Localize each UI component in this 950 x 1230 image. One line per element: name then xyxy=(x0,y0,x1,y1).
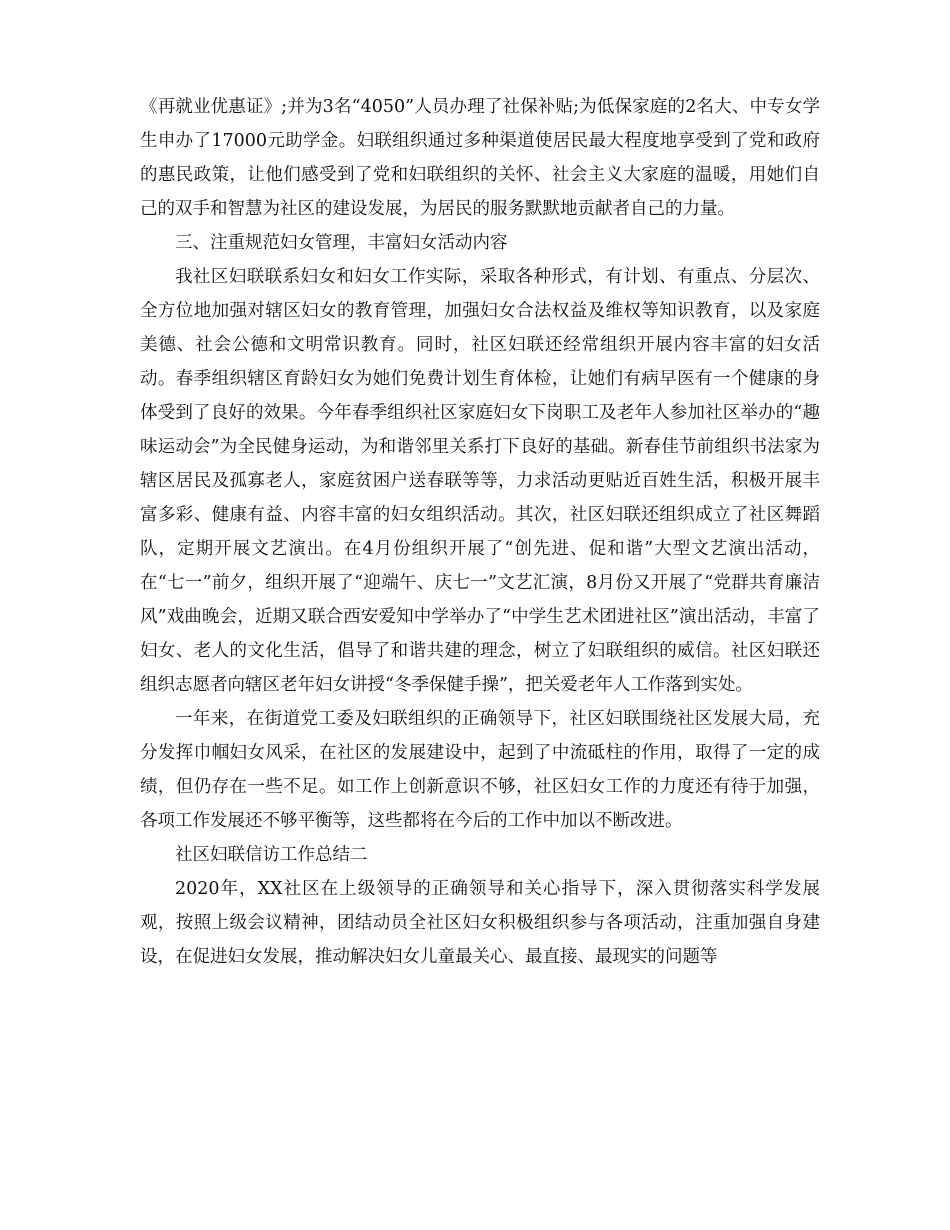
document-page xyxy=(140,90,820,974)
paragraph-continuation: 《再就业优惠证》;并为3名“4050”人员办理了社保补贴;为低保家庭的2名大、中专女学生申办了17000元助学金。妇联组织通过多种渠道使居民最大程度地享受到了党和政府的惠民政策，让他们感受到了党和妇联组织的关怀、社会主义大家庭的温暖，用她们自己的双手和智慧为社区的建设发展，为居民的服务默默地贡献者自己的力量。 xyxy=(140,97,820,219)
paragraph-year-summary: 一年来，在街道党工委及妇联组织的正确领导下，社区妇联围绕社区发展大局，充分发挥巾帼妇女风采，在社区的发展建设中，起到了中流砥柱的作用，取得了一定的成绩，但仍存在一些不足。如工作上创新意识不够，社区妇女工作的力度还有待于加强，各项工作发展还不够平衡等，这些都将在今后的工作中加以不断改进。 xyxy=(140,709,820,831)
section-heading-summary-2: 社区妇联信访工作总结二 xyxy=(175,845,368,865)
paragraph-2020-intro: 2020年，XX社区在上级领导的正确领导和关心指导下，深入贯彻落实科学发展观，按照上级会议精神，团结动员全社区妇女积极组织参与各项活动，注重加强自身建设，在促进妇女发展，推动解决妇女儿童最关心、最直接、最现实的问题等 xyxy=(140,879,820,967)
paragraph-activities: 我社区妇联联系妇女和妇女工作实际，采取各种形式，有计划、有重点、分层次、全方位地加强对辖区妇女的教育管理，加强妇女合法权益及维权等知识教育，以及家庭美德、社会公德和文明常识教育。同时，社区妇联还经常组织开展内容丰富的妇女活动。春季组织辖区育龄妇女为她们免费计划生育体检，让她们有病早医有一个健康的身体受到了良好的效果。今年春季组织社区家庭妇女下岗职工及老年人参加社区举办的“趣味运动会”为全民健身运动，为和谐邻里关系打下良好的基础。新春佳节前组织书法家为辖区居民及孤寡老人，家庭贫困户送春联等等，力求活动更贴近百姓生活，积极开展丰富多彩、健康有益、内容丰富的妇女组织活动。其次，社区妇联还组织成立了社区舞蹈队，定期开展文艺演出。在4月份组织开展了“创先进、促和谐”大型文艺演出活动，在“七一”前夕，组织开展了“迎端午、庆七一”文艺汇演，8月份又开展了“党群共育廉洁风”戏曲晚会，近期又联合西安爱知中学举办了“中学生艺术团进社区”演出活动，丰富了妇女、老人的文化生活，倡导了和谐共建的理念，树立了妇联组织的威信。社区妇联还组织志愿者向辖区老年妇女讲授“冬季保健手操”，把关爱老年人工作落到实处。 xyxy=(140,267,820,695)
section-heading-3: 三、注重规范妇女管理，丰富妇女活动内容 xyxy=(175,233,508,253)
